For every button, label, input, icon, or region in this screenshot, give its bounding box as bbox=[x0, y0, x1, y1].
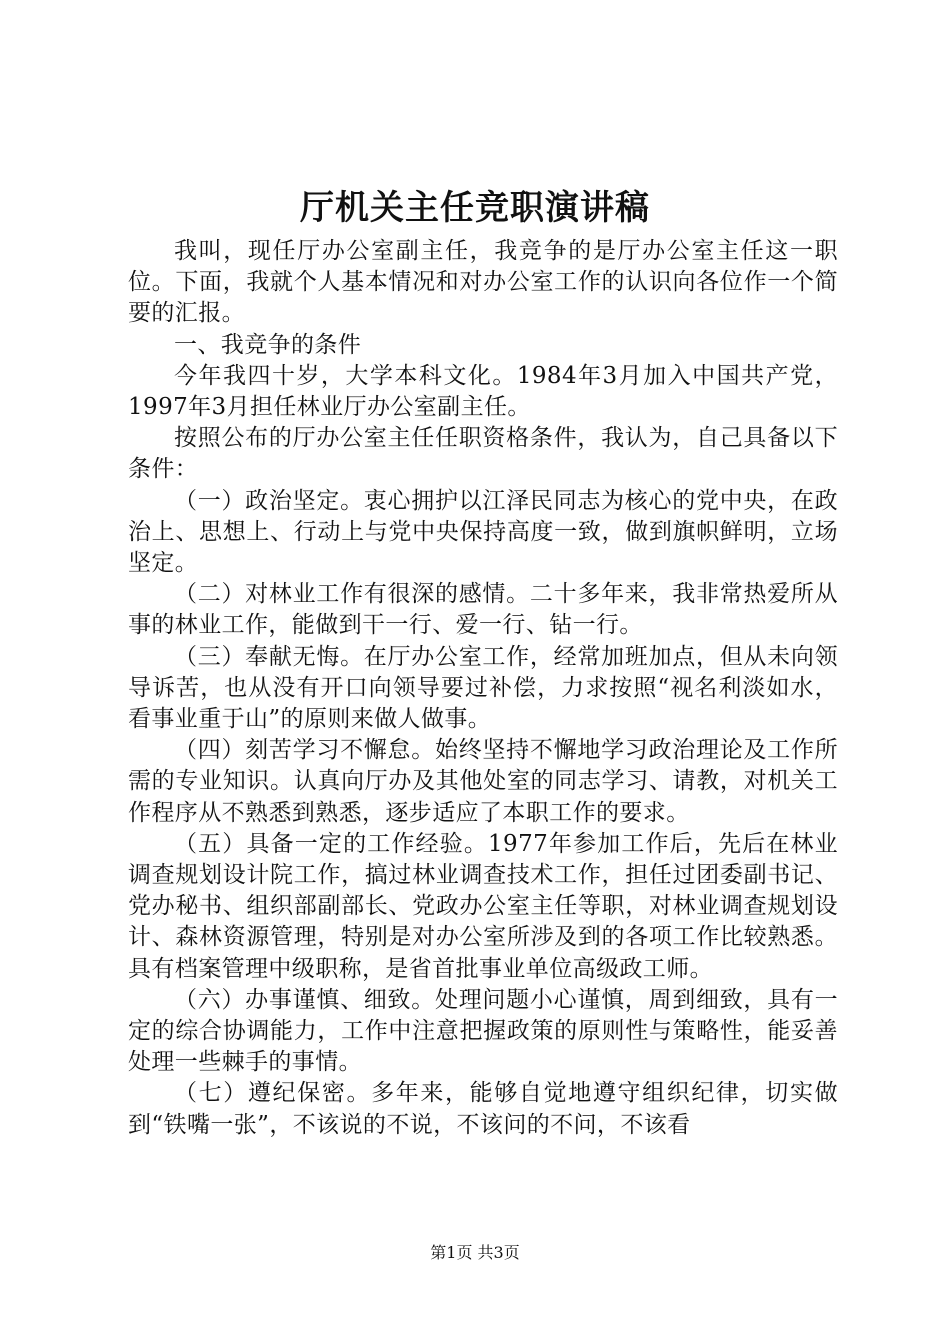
paragraph-condition-5: （五）具备一定的工作经验。1977年参加工作后，先后在林业调查规划设计院工作，搞过林业调查技术工作，担任过团委副书记、党办秘书、组织部副部长、党政办公室主任等职，对林业调查规划设计、森林资源管理，特别是对办公室所涉及到的各项工作比较熟悉。具有档案管理中级职称，是省首批事业单位高级政工师。 bbox=[128, 830, 838, 982]
paragraph-background: 今年我四十岁，大学本科文化。1984年3月加入中国共产党，1997年3月担任林业厅办公室副主任。 bbox=[128, 362, 838, 421]
paragraph-condition-4: （四）刻苦学习不懈怠。始终坚持不懈地学习政治理论及工作所需的专业知识。认真向厅办及其他处室的同志学习、请教，对机关工作程序从不熟悉到熟悉，逐步适应了本职工作的要求。 bbox=[128, 737, 838, 826]
paragraph-condition-1: （一）政治坚定。衷心拥护以江泽民同志为核心的党中央，在政治上、思想上、行动上与党中央保持高度一致，做到旗帜鲜明，立场坚定。 bbox=[128, 487, 838, 577]
document-title: 厅机关主任竞职演讲稿 bbox=[300, 188, 650, 228]
document-body bbox=[128, 236, 838, 1141]
page-number-footer: 第1页 共3页 bbox=[430, 1243, 520, 1262]
paragraph-condition-2: （二）对林业工作有很深的感情。二十多年来，我非常热爱所从事的林业工作，能做到干一行、爱一行、钻一行。 bbox=[128, 581, 838, 639]
paragraph-condition-3: （三）奉献无悔。在厅办公室工作，经常加班加点，但从未向领导诉苦，也从没有开口向领导要过补偿，力求按照“视名利淡如水，看事业重于山”的原则来做人做事。 bbox=[128, 643, 838, 733]
paragraph-intro: 我叫，现任厅办公室副主任，我竞争的是厅办公室主任这一职位。下面，我就个人基本情况和对办公室工作的认识向各位作一个简要的汇报。 bbox=[128, 238, 838, 327]
paragraph-condition-6: （六）办事谨慎、细致。处理问题小心谨慎，周到细致，具有一定的综合协调能力，工作中注意把握政策的原则性与策略性，能妥善处理一些棘手的事情。 bbox=[128, 986, 838, 1076]
section-heading: 一、我竞争的条件 bbox=[174, 331, 362, 358]
paragraph-conditions-intro: 按照公布的厅办公室主任任职资格条件，我认为，自己具备以下条件： bbox=[128, 425, 838, 483]
paragraph-condition-7: （七）遵纪保密。多年来，能够自觉地遵守组织纪律，切实做到“铁嘴一张”，不该说的不说，不该问的不问，不该看 bbox=[128, 1080, 838, 1138]
